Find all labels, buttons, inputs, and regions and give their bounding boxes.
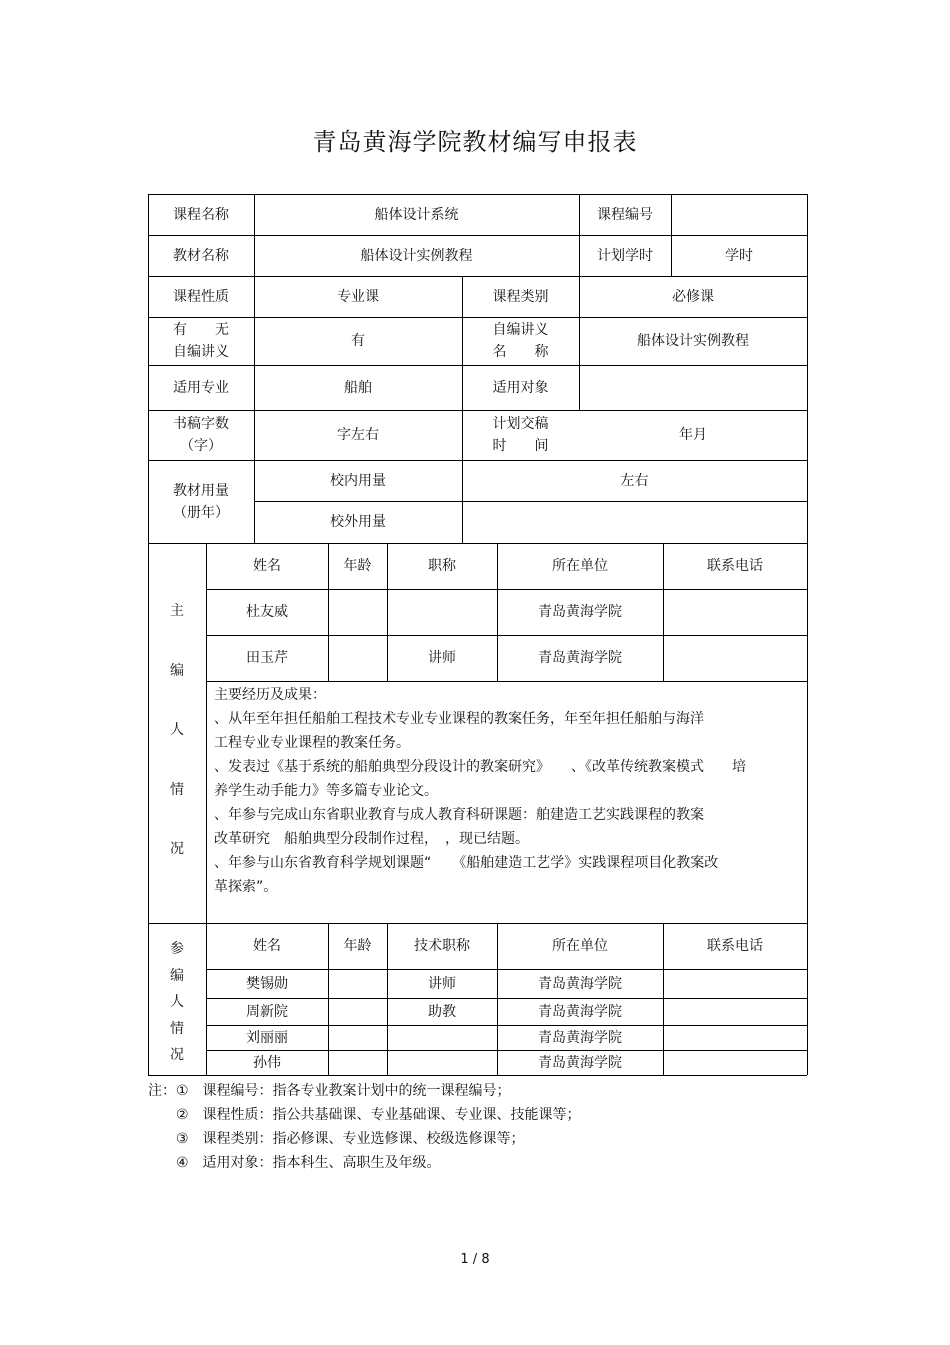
planned-hours-value-text: 学时 <box>725 247 753 264</box>
participant-row-phone <box>663 969 807 998</box>
participant-header-title <box>387 923 497 969</box>
editor-row-title <box>387 589 497 635</box>
editor-section-char: 情 <box>170 781 184 798</box>
editor-header-phone <box>663 543 807 589</box>
usage-in-label <box>254 460 462 501</box>
participant-row-name-text: 樊锡勋 <box>246 975 288 992</box>
editor-header-name-text: 姓名 <box>253 558 281 574</box>
planned-hours-label-text: 计划学时 <box>597 247 653 264</box>
handout-label-text: 有 无 <box>173 322 229 338</box>
usage-in-label-text: 校内用量 <box>330 472 386 489</box>
target-value <box>579 365 807 410</box>
word-count-label-text: （字） <box>180 438 222 454</box>
participant-row-name <box>206 998 328 1025</box>
footnotes <box>148 1079 581 1175</box>
handout-name-label-text: 自编讲义 <box>492 322 549 338</box>
editor-row-name-text: 田玉芹 <box>246 650 288 666</box>
participant-row-phone <box>663 1025 807 1050</box>
participant-row-unit <box>497 969 663 998</box>
planned-hours-label <box>579 235 671 276</box>
participant-header-unit <box>497 923 663 969</box>
usage-out-label-text: 校外用量 <box>330 514 386 530</box>
course-nature-value <box>254 276 462 317</box>
participant-row-unit <box>497 1050 663 1075</box>
word-count-label <box>148 410 254 460</box>
course-category-label-text: 课程类别 <box>492 288 549 305</box>
usage-label <box>148 460 254 543</box>
experience-line: 、年参与山东省教育科学规划课题“ 《船舶建造工艺学》实践课程项目化教案改 <box>214 855 719 871</box>
editor-row-name <box>206 589 328 635</box>
editor-row-name <box>206 635 328 681</box>
table-rule <box>807 194 808 1075</box>
participant-section-char: 人 <box>170 994 184 1010</box>
participant-row-name-text: 孙伟 <box>253 1054 281 1071</box>
editor-header-phone-text: 联系电话 <box>707 558 763 574</box>
participant-row-unit-text: 青岛黄海学院 <box>538 1054 622 1071</box>
course-nature-value-text: 专业课 <box>337 288 379 305</box>
participant-section-char: 情 <box>170 1020 184 1037</box>
editor-header-title-text: 职称 <box>428 558 456 574</box>
participant-header-unit-text: 所在单位 <box>552 938 608 954</box>
usage-out-value <box>462 501 807 543</box>
word-count-value <box>254 410 462 460</box>
participant-section-label <box>148 938 206 1066</box>
editor-row-title <box>387 635 497 681</box>
course-name-label <box>148 194 254 235</box>
editor-row-title-text: 讲师 <box>428 650 456 666</box>
deadline-value <box>579 410 807 460</box>
course-category-value-text: 必修课 <box>672 288 714 305</box>
participant-row-name-text: 刘丽丽 <box>246 1029 288 1046</box>
editor-section-label <box>148 600 206 860</box>
course-name-value <box>254 194 579 235</box>
editor-section-char: 况 <box>170 841 184 857</box>
experience-line: 、从年至年担任船舶工程技术专业专业课程的教案任务，年至年担任船舶与海洋 <box>214 711 704 727</box>
usage-label-text: （册年） <box>173 504 229 521</box>
participant-row-age <box>328 1025 387 1050</box>
participant-row-title-text: 助教 <box>428 1003 456 1020</box>
participant-header-name <box>206 923 328 969</box>
usage-label-text: 教材用量 <box>173 482 229 499</box>
editor-section-char: 主 <box>170 603 184 619</box>
editor-experience <box>214 683 804 899</box>
editor-row-phone <box>663 589 807 635</box>
editor-section-char: 编 <box>170 662 184 679</box>
course-code-label-text: 课程编号 <box>597 206 653 223</box>
participant-row-title <box>387 998 497 1025</box>
participant-header-name-text: 姓名 <box>253 938 281 954</box>
major-label <box>148 365 254 410</box>
textbook-name-label <box>148 235 254 276</box>
participant-row-age <box>328 969 387 998</box>
handout-name-label <box>462 317 579 365</box>
note-line: ④ 适用对象：指本科生、高职生及年级。 <box>148 1155 441 1171</box>
participant-row-age <box>328 998 387 1025</box>
deadline-value-text: 年月 <box>679 427 707 443</box>
course-category-value <box>579 276 807 317</box>
handout-name-value-text: 船体设计实例教程 <box>637 333 749 349</box>
course-name-label-text: 课程名称 <box>173 206 229 223</box>
participant-row-name <box>206 969 328 998</box>
major-label-text: 适用专业 <box>173 379 229 396</box>
usage-in-value <box>462 460 807 501</box>
major-value <box>254 365 462 410</box>
experience-line: 改革研究 船舶典型分段制作过程， ，现已结题。 <box>214 831 529 847</box>
major-value-text: 船舶 <box>344 379 372 396</box>
handout-label <box>148 317 254 365</box>
handout-label-text: 自编讲义 <box>173 344 229 360</box>
participant-row-unit <box>497 998 663 1025</box>
table-rule <box>148 1075 807 1076</box>
usage-in-value-text: 左右 <box>620 472 649 489</box>
word-count-value-text: 字左右 <box>337 427 379 443</box>
note-line: ② 课程性质：指公共基础课、专业基础课、专业课、技能课等； <box>148 1107 581 1123</box>
participant-row-title <box>387 1050 497 1075</box>
course-nature-label-text: 课程性质 <box>173 288 229 305</box>
editor-row-name-text: 杜友威 <box>246 604 288 620</box>
participant-header-phone <box>663 923 807 969</box>
editor-header-title <box>387 543 497 589</box>
participant-row-unit-text: 青岛黄海学院 <box>538 1003 622 1020</box>
editor-header-unit-text: 所在单位 <box>552 558 608 574</box>
participant-row-title <box>387 969 497 998</box>
course-nature-label <box>148 276 254 317</box>
editor-section-char: 人 <box>170 722 184 738</box>
editor-row-unit <box>497 589 663 635</box>
editor-header-age <box>328 543 387 589</box>
experience-line: 养学生动手能力》等多篇专业论文。 <box>214 783 438 799</box>
participant-row-unit-text: 青岛黄海学院 <box>538 975 622 992</box>
page-number: 1 / 8 <box>460 1252 490 1267</box>
textbook-name-value-text: 船体设计实例教程 <box>360 247 473 264</box>
participant-section-char: 参 <box>170 941 184 957</box>
participant-row-phone <box>663 998 807 1025</box>
participant-row-unit <box>497 1025 663 1050</box>
word-count-label-text: 书稿字数 <box>173 416 229 432</box>
participant-row-name <box>206 1025 328 1050</box>
course-code-value <box>671 194 807 235</box>
editor-header-name <box>206 543 328 589</box>
participant-row-name-text: 周新院 <box>246 1003 288 1020</box>
deadline-label-text: 时 间 <box>492 438 549 454</box>
note-line: 注：① 课程编号：指各专业教案计划中的统一课程编号； <box>148 1083 511 1099</box>
course-name-value-text: 船体设计系统 <box>374 206 459 223</box>
planned-hours-value <box>671 235 807 276</box>
participant-row-phone <box>663 1050 807 1075</box>
deadline-label-text: 计划交稿 <box>492 416 549 432</box>
course-category-label <box>462 276 579 317</box>
participant-header-title-text: 技术职称 <box>414 938 470 954</box>
handout-name-label-text: 名 称 <box>492 344 549 360</box>
experience-title: 主要经历及成果： <box>214 687 326 703</box>
participant-section-char: 编 <box>170 967 184 984</box>
participant-row-title <box>387 1025 497 1050</box>
participant-section-char: 况 <box>170 1047 184 1063</box>
deadline-label <box>462 410 579 460</box>
editor-row-age <box>328 635 387 681</box>
editor-row-unit-text: 青岛黄海学院 <box>538 650 622 666</box>
page-title: 青岛黄海学院教材编写申报表 <box>312 128 638 156</box>
editor-row-unit-text: 青岛黄海学院 <box>538 604 622 620</box>
usage-out-label <box>254 501 462 543</box>
table-rule <box>206 681 807 682</box>
editor-header-unit <box>497 543 663 589</box>
handout-name-value <box>579 317 807 365</box>
participant-header-age <box>328 923 387 969</box>
handout-value <box>254 317 462 365</box>
note-line: ③ 课程类别：指必修课、专业选修课、校级选修课等； <box>148 1131 525 1147</box>
participant-row-name <box>206 1050 328 1075</box>
experience-line: 、年参与完成山东省职业教育与成人教育科研课题：舶建造工艺实践课程的教案 <box>214 807 704 823</box>
participant-header-age-text: 年龄 <box>343 938 372 954</box>
editor-row-age <box>328 589 387 635</box>
editor-row-phone <box>663 635 807 681</box>
experience-line: 、发表过《基于系统的船舶典型分段设计的教案研究》 、《改革传统教案模式 培 <box>214 759 746 775</box>
textbook-name-value <box>254 235 579 276</box>
editor-header-age-text: 年龄 <box>343 558 372 574</box>
participant-row-age <box>328 1050 387 1075</box>
target-label-text: 适用对象 <box>492 379 549 396</box>
course-code-label <box>579 194 671 235</box>
participant-row-title-text: 讲师 <box>428 975 456 992</box>
editor-row-unit <box>497 635 663 681</box>
handout-value-text: 有 <box>351 333 365 349</box>
target-label <box>462 365 579 410</box>
participant-row-unit-text: 青岛黄海学院 <box>538 1029 622 1046</box>
textbook-name-label-text: 教材名称 <box>173 247 229 264</box>
participant-header-phone-text: 联系电话 <box>707 938 763 954</box>
experience-line: 革探索”。 <box>214 879 278 895</box>
experience-line: 工程专业专业课程的教案任务。 <box>214 735 410 751</box>
